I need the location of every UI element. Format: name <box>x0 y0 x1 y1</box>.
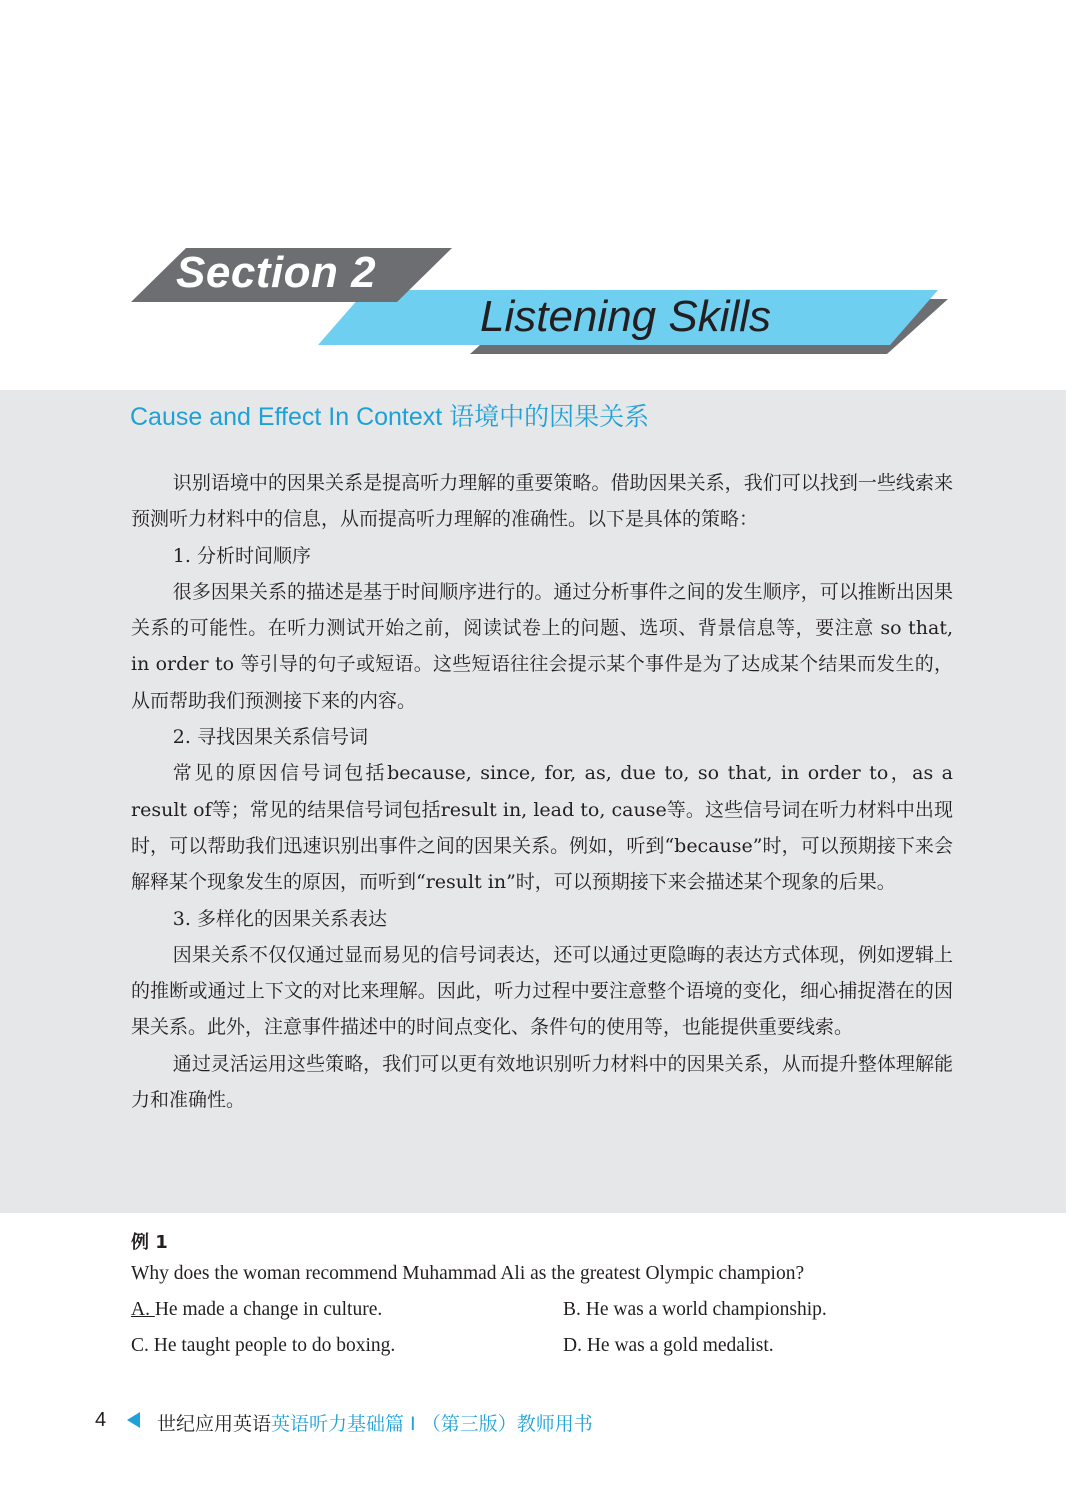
strategy-paragraph-2: 常见的原因信号词包括because, since, for, as, due to, so that, in order to，as a result of等；常见的结果信号词包括result in, lead to, cause等。这些信号词在听力材料中出现时，可以帮助我们迅速识别出事件之间的因果关系。例如，听到“because”时，可以预期接下来会解释某个现象发生的原因，而听到“result in”时，可以预期接下来会描述某个现象的后果。 <box>131 762 953 894</box>
strategy-paragraph-3: 因果关系不仅仅通过显而易见的信号词表达，还可以通过更隐晦的表达方式体现，例如逻辑上的推断或通过上下文的对比来理解。因此，听力过程中要注意整个语境的变化，细心捕捉潜在的因果关系。此外，注意事件描述中的时间点变化、条件句的使用等，也能提供重要线索。 <box>131 943 953 1039</box>
footer-series: 世纪应用英语 <box>157 1413 272 1435</box>
panel-title: Cause and Effect In Context 语境中的因果关系 <box>130 403 650 431</box>
strategy-paragraph-1: 很多因果关系的描述是基于时间顺序进行的。通过分析事件之间的发生顺序，可以推断出因果关系的可能性。在听力测试开始之前，阅读试卷上的问题、选项、背景信息等，要注意 so that, in order to 等引导的句子或短语。这些短语往往会提示某个事件是为了达成某个结果而发生的，从而帮助我们预测接下来的内容。 <box>131 580 953 712</box>
option-d: D. He was a gold medalist. <box>563 1335 774 1356</box>
section-banner <box>0 0 1083 390</box>
panel-body <box>131 465 953 1118</box>
option-b: B. He was a world championship. <box>563 1299 827 1320</box>
example-label: 例 1 <box>131 1232 168 1253</box>
strategy-heading-2: 2. 寻找因果关系信号词 <box>172 726 368 749</box>
option-c: C. He taught people to do boxing. <box>131 1335 396 1356</box>
footer-title <box>157 1409 593 1436</box>
triangle-left-icon <box>127 1412 140 1428</box>
strategy-heading-1: 1. 分析时间顺序 <box>172 544 311 567</box>
footer-book: 英语听力基础篇 I （第三版）教师用书 <box>271 1413 593 1435</box>
option-a-letter: A. <box>131 1299 155 1320</box>
example-question: Why does the woman recommend Muhammad Ali as the greatest Olympic champion? <box>131 1263 805 1284</box>
intro-paragraph: 识别语境中的因果关系是提高听力理解的重要策略。借助因果关系，我们可以找到一些线索来预测听力材料中的信息，从而提高听力理解的准确性。以下是具体的策略： <box>131 472 953 531</box>
page-number: 4 <box>95 1409 107 1431</box>
section-label: Section 2 <box>176 248 377 297</box>
strategy-heading-3: 3. 多样化的因果关系表达 <box>172 907 387 930</box>
option-a <box>131 1299 382 1321</box>
skill-title: Listening Skills <box>480 292 772 341</box>
option-a-text: He made a change in culture. <box>154 1299 383 1320</box>
conclusion-paragraph: 通过灵活运用这些策略，我们可以更有效地识别听力材料中的因果关系，从而提升整体理解能力和准确性。 <box>131 1052 953 1112</box>
